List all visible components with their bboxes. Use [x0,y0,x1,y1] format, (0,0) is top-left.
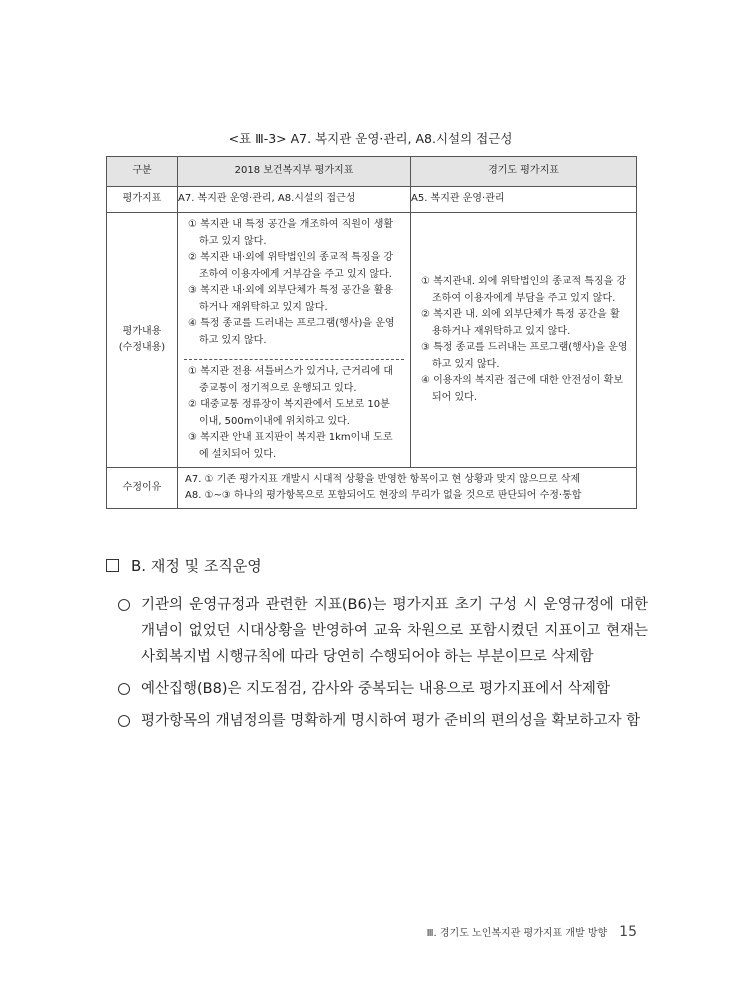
header-mohw: 2018 보건복지부 평가지표 [178,157,411,187]
circle-bullet-icon [118,715,130,727]
gyeonggi-criteria [411,270,636,410]
cell-reason [178,468,637,509]
row-label-content-line2: (수정내용) [118,342,166,353]
table-row-content [107,213,637,468]
cell-mohw-content [178,213,411,468]
list-item [118,676,648,702]
list-item [118,708,648,734]
row-label-content [107,213,178,468]
criteria-item: ③ 복지관 안내 표지판이 복지관 1km이내 도로에 설치되어 있다. [188,432,393,460]
row-label-reason: 수정이유 [107,468,178,509]
bullet-text: 평가항목의 개념정의를 명확하게 명시하여 평가 준비의 편의성을 확보하고자 함 [141,713,641,729]
criteria-item: ② 복지관 내·외에 위탁법인의 종교적 특징을 강조하여 이용자에게 거부감을 주고 있지 않다. [188,252,394,280]
comparison-table [106,156,637,509]
page-footer [427,924,637,940]
bullet-list [118,592,648,740]
cell-gyeonggi-content [411,213,637,468]
header-category: 구분 [107,157,178,187]
checkbox-icon [106,559,119,572]
table-caption: <표 Ⅲ-3> A7. 복지관 운영·관리, A8.시설의 접근성 [228,131,513,146]
circle-bullet-icon [118,683,130,695]
section-heading [106,555,262,576]
reason-line: A8. ①~③ 하나의 평가항목으로 포함되어도 현장의 무리가 없을 것으로 판단되어 수정·통합 [185,490,582,501]
reason-line: A7. ① 기존 평가지표 개발시 시대적 상황을 반영한 항목이고 현 상황과 맞지 않으므로 삭제 [185,474,581,485]
bullet-text: 기관의 운영규정과 관련한 지표(B6)는 평가지표 초기 구성 시 운영규정에 대한 개념이 없었던 시대상황을 반영하여 교육 차원으로 포함시켰던 지표이고 현재는 사회복지법 시행규칙에 따라 당연히 수행되어야 하는 부분이므로 삭제함 [141,597,648,665]
row-label-index: 평가지표 [107,187,178,213]
list-item [118,592,648,670]
criteria-item: ① 복지관내. 외에 위탁법인의 종교적 특징을 강조하여 이용자에게 부담을 주고 있지 않다. [421,276,627,304]
mohw-a7-criteria [178,213,410,353]
criteria-item: ① 복지관 전용 셔틀버스가 있거나, 근거리에 대중교통이 정기적으로 운행되고 있다. [188,366,394,394]
header-gyeonggi: 경기도 평가지표 [411,157,637,187]
footer-chapter: Ⅲ. 경기도 노인복지관 평가지표 개발 방향 [426,928,608,939]
circle-bullet-icon [118,599,130,611]
table-row-reason [107,468,637,509]
row-label-content-line1: 평가내용 [122,325,162,337]
criteria-item: ② 대중교통 정류장이 복지관에서 도보로 10분 이내, 500m이내에 위치하고 있다. [188,399,390,427]
cell-gyeonggi-index: A5. 복지관 운영·관리 [411,187,637,213]
criteria-item: ④ 이용자의 복지관 접근에 대한 안전성이 확보되어 있다. [421,375,623,403]
bullet-text: 예산집행(B8)은 지도점검, 감사와 중복되는 내용으로 평가지표에서 삭제함 [141,681,610,697]
table-header-row [107,157,637,187]
criteria-item: ③ 특정 종교를 드러내는 프로그램(행사)을 운영하고 있지 않다. [421,342,628,370]
page-number: 15 [619,924,637,940]
criteria-item: ① 복지관 내 특정 공간을 개조하여 직원이 생활하고 있지 않다. [188,219,394,247]
table-row-index [107,187,637,213]
cell-mohw-index: A7. 복지관 운영·관리, A8.시설의 접근성 [178,187,411,213]
criteria-item: ③ 복지관 내·외에 외부단체가 특정 공간을 활용하거나 재위탁하고 있지 않다. [188,285,394,313]
mohw-a8-criteria [178,360,410,467]
criteria-item: ④ 특정 종교를 드러내는 프로그램(행사)을 운영하고 있지 않다. [188,318,395,346]
criteria-item: ② 복지관 내. 외에 외부단체가 특정 공간을 활용하거나 재위탁하고 있지 않다. [421,309,620,337]
section-title: B. 재정 및 조직운영 [131,557,262,575]
